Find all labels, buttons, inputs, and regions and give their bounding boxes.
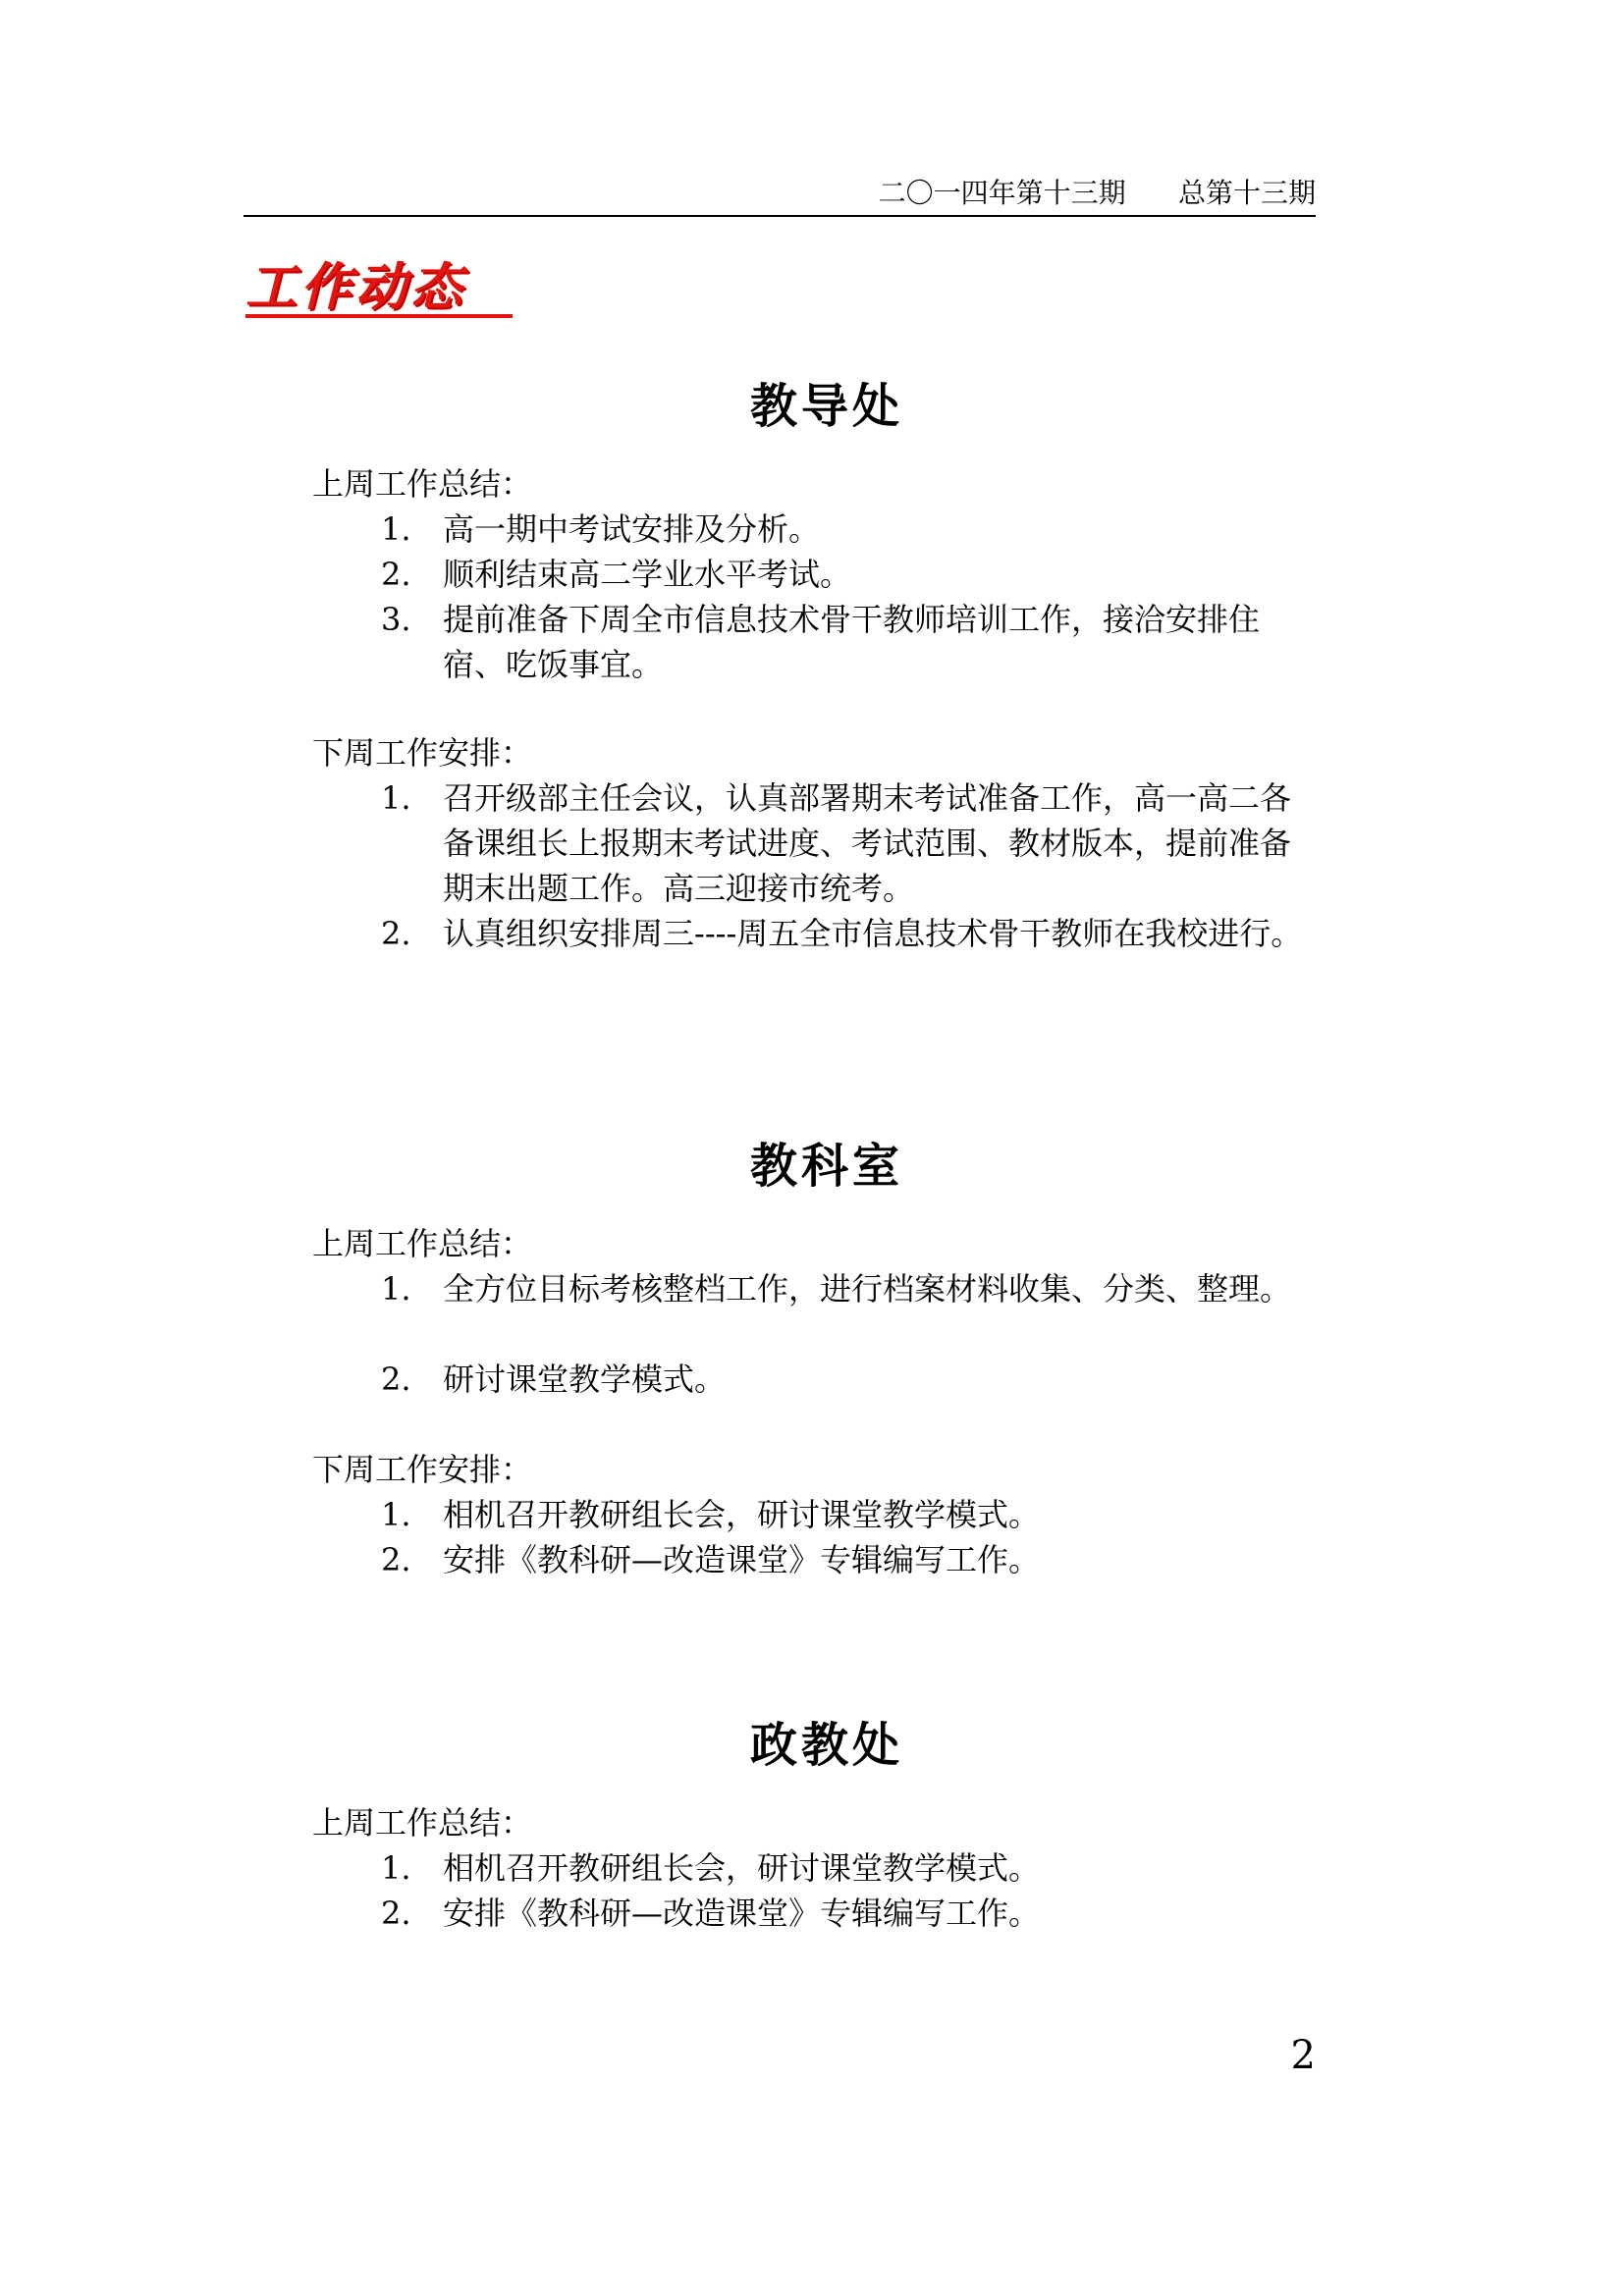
issue-label: 二〇一四年第十三期 — [878, 177, 1126, 209]
list-item — [381, 1266, 1304, 1311]
subheading: 下周工作安排： — [312, 734, 533, 772]
list-item — [381, 911, 1304, 956]
item-number: 2. — [381, 1361, 411, 1398]
header-rule — [244, 215, 1316, 217]
subheading: 下周工作安排： — [312, 1451, 533, 1488]
subheading: 上周工作总结： — [312, 1804, 533, 1842]
item-number: 2. — [381, 556, 411, 593]
item-text: 高一期中考试安排及分析。 — [443, 510, 821, 548]
item-text: 认真组织安排周三----周五全市信息技术骨干教师在我校进行。 — [443, 915, 1303, 952]
item-number: 2. — [381, 1541, 411, 1578]
subheading: 上周工作总结： — [312, 465, 533, 503]
list-item — [381, 775, 1304, 911]
issue-header — [244, 173, 1316, 214]
item-text: 召开级部主任会议，认真部署期末考试准备工作，高一高二各备课组长上报期末考试进度、考试范围、教材版本，提前准备期末出题工作。高三迎接市统考。 — [443, 779, 1292, 907]
item-text: 顺利结束高二学业水平考试。 — [443, 556, 852, 593]
item-text: 相机召开教研组长会，研讨课堂教学模式。 — [443, 1849, 1041, 1887]
item-number: 3. — [381, 601, 411, 638]
section-title: 教导处 — [749, 379, 903, 434]
banner-underline — [245, 314, 513, 318]
section-title: 政教处 — [749, 1718, 903, 1773]
item-number: 1. — [381, 1496, 411, 1533]
list-item — [381, 1891, 1304, 1936]
item-number: 1. — [381, 1849, 411, 1887]
list-item — [381, 507, 1304, 552]
item-number: 2. — [381, 1895, 411, 1932]
item-number: 1. — [381, 779, 411, 817]
total-issue-label: 总第十三期 — [1177, 177, 1316, 209]
item-number: 1. — [381, 510, 411, 548]
item-text: 全方位目标考核整档工作，进行档案材料收集、分类、整理。 — [443, 1270, 1292, 1308]
list-item — [381, 1537, 1304, 1582]
item-text: 提前准备下周全市信息技术骨干教师培训工作，接洽安排住宿、吃饭事宜。 — [443, 601, 1261, 683]
list-item — [381, 597, 1304, 687]
list-item — [381, 552, 1304, 597]
item-number: 1. — [381, 1270, 411, 1308]
page-number: 2 — [1290, 2033, 1316, 2078]
list-item — [381, 1492, 1304, 1537]
subheading: 上周工作总结： — [312, 1225, 533, 1262]
item-number: 2. — [381, 915, 411, 952]
item-text: 安排《教科研—改造课堂》专辑编写工作。 — [443, 1541, 1041, 1578]
work-news-banner: 工作动态 — [245, 258, 466, 317]
item-text: 相机召开教研组长会，研讨课堂教学模式。 — [443, 1496, 1041, 1533]
item-text: 研讨课堂教学模式。 — [443, 1361, 727, 1398]
list-item — [381, 1845, 1304, 1891]
item-text: 安排《教科研—改造课堂》专辑编写工作。 — [443, 1895, 1041, 1932]
section-title: 教科室 — [749, 1139, 903, 1194]
list-item — [381, 1357, 1304, 1402]
